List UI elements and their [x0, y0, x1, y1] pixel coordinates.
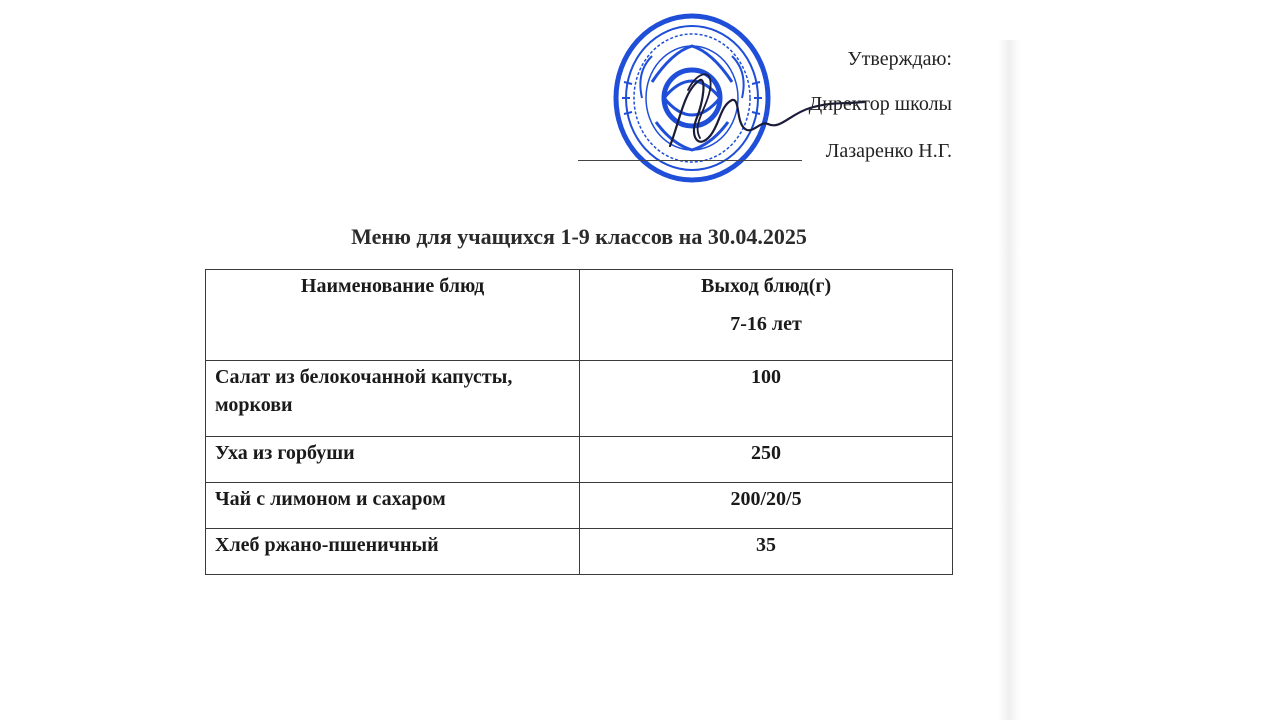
page-title: Меню для учащихся 1-9 классов на 30.04.2025 — [351, 224, 807, 249]
table-row — [206, 437, 953, 483]
dish-name: Чай с лимоном и сахаром — [206, 483, 580, 529]
dish-yield: 100 — [580, 361, 953, 437]
dish-yield: 250 — [580, 437, 953, 483]
table-header-row — [206, 270, 953, 361]
header-dish-label: Наименование блюд — [300, 275, 485, 297]
table-row — [206, 361, 953, 437]
table-row — [206, 529, 953, 575]
table-row — [206, 483, 953, 529]
scan-edge-shadow — [998, 40, 1020, 720]
dish-name: Уха из горбуши — [206, 437, 580, 483]
header-dish-yield — [580, 270, 953, 361]
director-name: Лазаренко Н.Г. — [825, 140, 952, 162]
approve-label: Утверждаю: — [847, 48, 952, 70]
signature-line — [578, 160, 802, 161]
approval-block — [560, 30, 960, 190]
dish-yield: 35 — [580, 529, 953, 575]
dish-name: Салат из белокочанной капусты, моркови — [206, 361, 580, 437]
header-yield-label: Выход блюд(г) — [700, 275, 832, 297]
director-position: Директор школы — [808, 93, 952, 115]
dish-name: Хлеб ржано-пшеничный — [206, 529, 580, 575]
dish-yield: 200/20/5 — [580, 483, 953, 529]
header-dish-name — [206, 270, 580, 361]
menu-table — [205, 269, 953, 575]
header-age-label: 7-16 лет — [730, 313, 802, 335]
